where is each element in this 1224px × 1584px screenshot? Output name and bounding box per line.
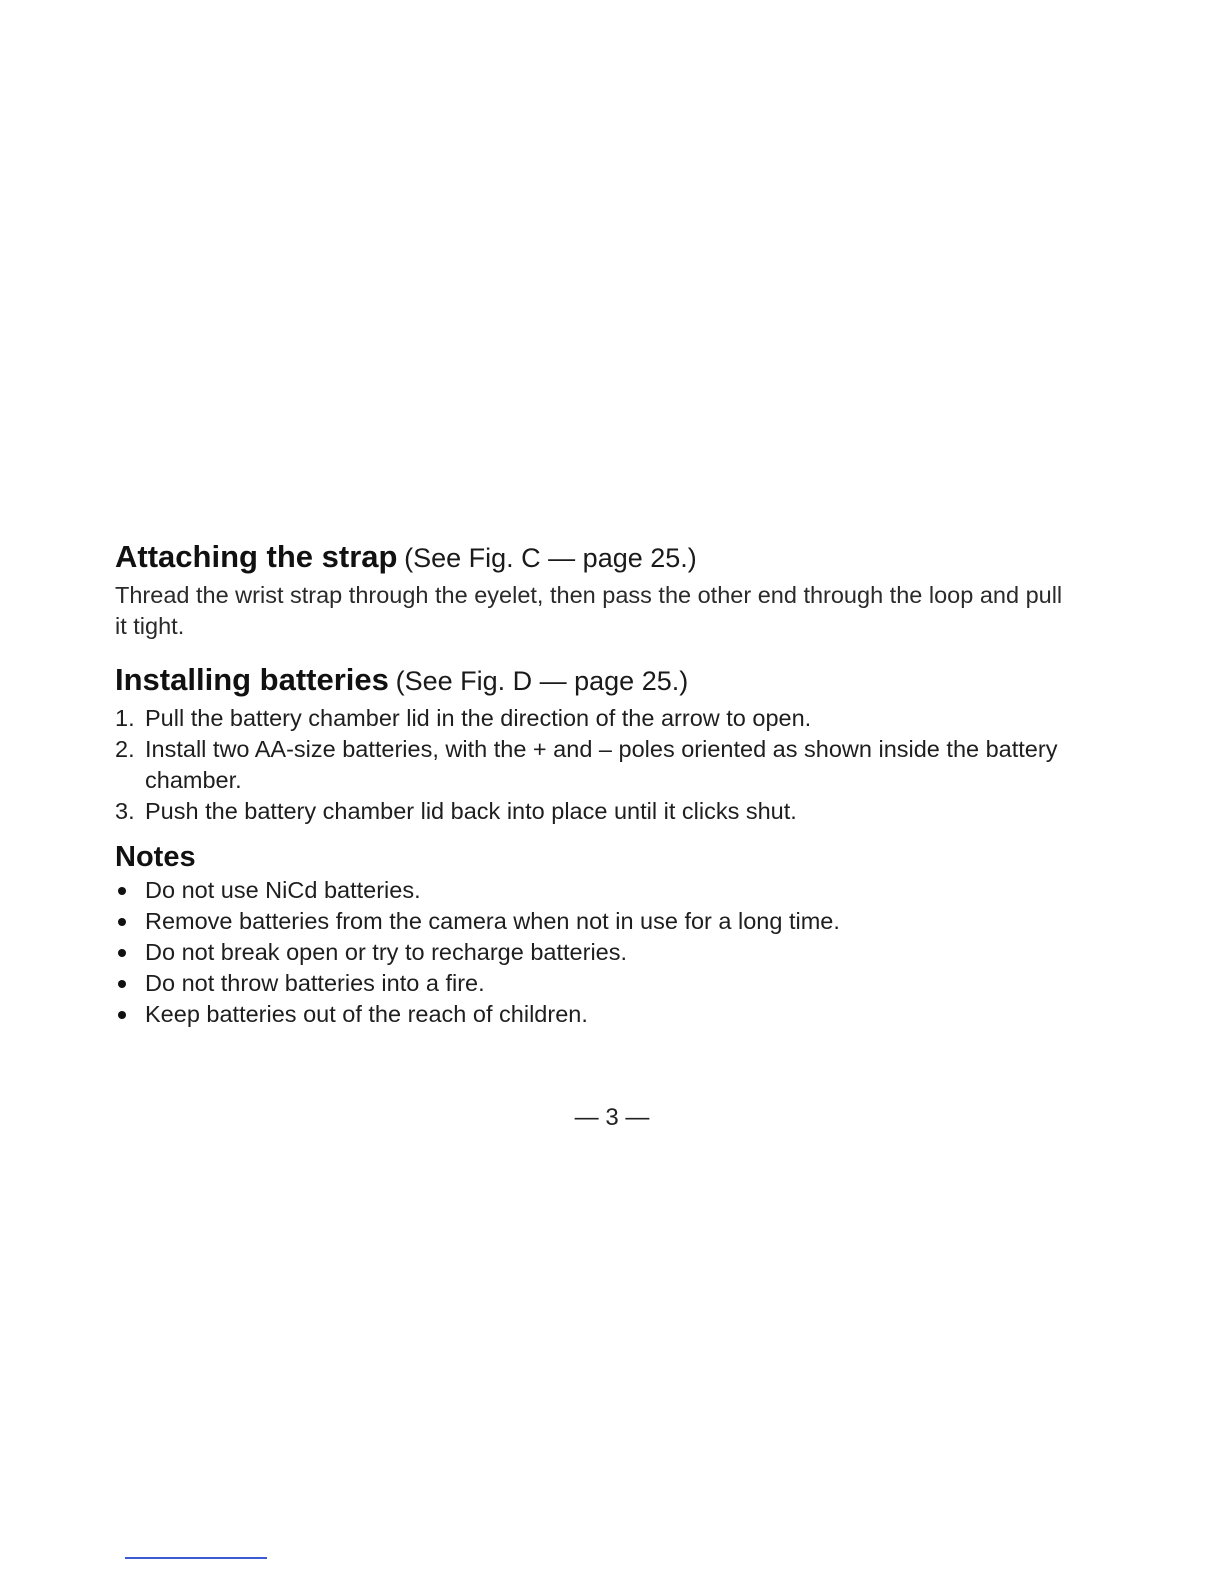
batteries-section xyxy=(115,660,1075,827)
note-text: Keep batteries out of the reach of children. xyxy=(145,1001,588,1027)
battery-step xyxy=(115,796,1075,827)
bullet-icon xyxy=(118,980,126,988)
step-number: 1. xyxy=(115,705,135,731)
notes-list xyxy=(115,875,1075,1030)
page-content xyxy=(115,537,1075,1030)
page-number: — 3 — xyxy=(574,1104,650,1131)
strap-section xyxy=(115,537,1075,642)
note-item xyxy=(115,968,1075,999)
note-text: Do not use NiCd batteries. xyxy=(145,877,421,903)
note-item xyxy=(115,999,1075,1030)
note-text: Do not throw batteries into a fire. xyxy=(145,970,485,996)
bullet-icon xyxy=(118,949,126,957)
note-item xyxy=(115,937,1075,968)
notes-title: Notes xyxy=(115,841,196,873)
note-text: Remove batteries from the camera when not in use for a long time. xyxy=(145,908,840,934)
bullet-icon xyxy=(118,887,126,895)
note-text: Do not break open or try to recharge batteries. xyxy=(145,939,628,965)
bullet-icon xyxy=(118,918,126,926)
step-text: Install two AA-size batteries, with the + and – poles oriented as shown inside the battery chamber. xyxy=(145,736,1058,793)
strap-title: Attaching the strap xyxy=(115,539,398,574)
step-text: Push the battery chamber lid back into place until it clicks shut. xyxy=(145,798,797,824)
strap-figure-ref: (See Fig. C — page 25.) xyxy=(404,543,697,573)
note-item xyxy=(115,906,1075,937)
batteries-title: Installing batteries xyxy=(115,662,389,697)
batteries-heading xyxy=(115,660,1075,703)
batteries-figure-ref: (See Fig. D — page 25.) xyxy=(395,666,689,696)
step-number: 2. xyxy=(115,736,135,762)
step-text: Pull the battery chamber lid in the direction of the arrow to open. xyxy=(145,705,812,731)
notes-section xyxy=(115,839,1075,1030)
bullet-icon xyxy=(118,1011,126,1019)
battery-steps-list xyxy=(115,703,1075,827)
strap-instructions: Thread the wrist strap through the eyelet, then pass the other end through the loop and pull it tight. xyxy=(115,582,1063,639)
step-number: 3. xyxy=(115,798,135,824)
battery-step xyxy=(115,734,1075,796)
strap-heading xyxy=(115,537,1075,580)
note-item xyxy=(115,875,1075,906)
battery-step xyxy=(115,703,1075,734)
bottom-divider xyxy=(125,1557,267,1559)
